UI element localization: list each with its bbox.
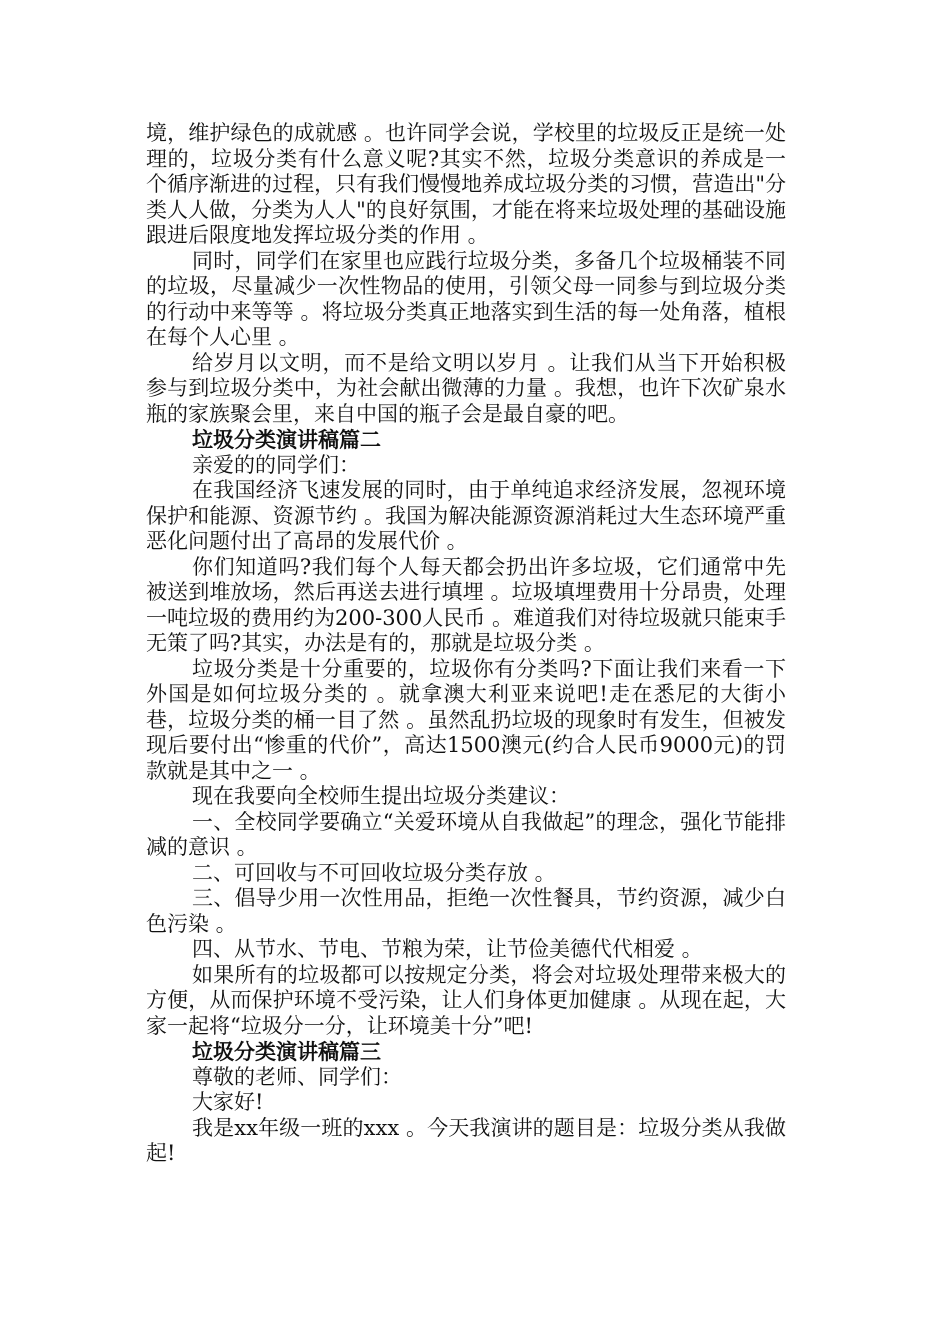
section-heading-2: 垃圾分类演讲稿篇二: [192, 427, 381, 452]
paragraph: 垃圾分类是十分重要的，垃圾你有分类吗?下面让我们来看一下外国是如何垃圾分类的 。就拿澳大利亚来说吧!走在悉尼的大街小巷，垃圾分类的桶一目了然 。虽然乱扔垃圾的现象时有发生，但被发现后要付出“惨重的代价”，高达1500澳元(约合人民币9000元)的罚款就是其中之一 。: [146, 656, 786, 783]
paragraph-continuation: 境，维护绿色的成就感 。也许同学会说，学校里的垃圾反正是统一处理的，垃圾分类有什么意义呢?其实不然，垃圾分类意识的养成是一个循序渐进的过程，只有我们慢慢地养成垃圾分类的习惯，营造出"分类人人做，分类为人人"的良好氛围，才能在将来垃圾处理的基础设施跟进后限度地发挥垃圾分类的作用 。: [146, 121, 786, 247]
paragraph: 你们知道吗?我们每个人每天都会扔出许多垃圾，它们通常中先被送到堆放场，然后再送去进行填埋 。垃圾填埋费用十分昂贵，处理一吨垃圾的费用约为200-300人民币 。难道我们对待垃圾就只能束手无策了吗?其实，办法是有的，那就是垃圾分类 。: [146, 554, 786, 655]
paragraph: 现在我要向全校师生提出垃圾分类建议：: [192, 784, 570, 808]
paragraph: 给岁月以文明，而不是给文明以岁月 。让我们从当下开始积极参与到垃圾分类中，为社会献出微薄的力量 。我想，也许下次矿泉水瓶的家族聚会里，来自中国的瓶子会是最自豪的吧。: [146, 350, 786, 426]
suggestion-item-2: 二、可回收与不可回收垃圾分类存放 。: [192, 860, 556, 885]
paragraph: 我是xx年级一班的xxx 。今天我演讲的题目是：垃圾分类从我做起!: [146, 1115, 786, 1165]
document-body: [146, 121, 786, 1167]
paragraph: 如果所有的垃圾都可以按规定分类，将会对垃圾处理带来极大的方便，从而保护环境不受污染，让人们身体更加健康 。从现在起，大家一起将“垃圾分一分，让环境美十分”吧!: [146, 962, 786, 1038]
suggestion-item-4: 四、从节水、节电、节粮为荣，让节俭美德代代相爱 。: [192, 937, 703, 961]
suggestion-item-3: 三、倡导少用一次性用品，拒绝一次性餐具，节约资源，减少白色污染 。: [146, 886, 786, 936]
salutation: 亲爱的的同学们：: [192, 452, 360, 477]
salutation: 尊敬的老师、同学们：: [192, 1064, 402, 1089]
section-heading-3: 垃圾分类演讲稿篇三: [192, 1039, 381, 1064]
greeting: 大家好!: [192, 1090, 264, 1114]
suggestion-item-1: 一、全校同学要确立“关爱环境从自我做起”的理念，强化节能排减的意识 。: [146, 809, 786, 859]
paragraph: 同时，同学们在家里也应践行垃圾分类，多备几个垃圾桶装不同的垃圾，尽量减少一次性物品的使用，引领父母一同参与到垃圾分类的行动中来等等 。将垃圾分类真正地落实到生活的每一处角落，植根在每个人心里 。: [146, 248, 786, 349]
paragraph: 在我国经济飞速发展的同时，由于单纯追求经济发展，忽视环境保护和能源、资源节约 。我国为解决能源资源消耗过大生态环境严重恶化问题付出了高昂的发展代价 。: [146, 478, 786, 553]
